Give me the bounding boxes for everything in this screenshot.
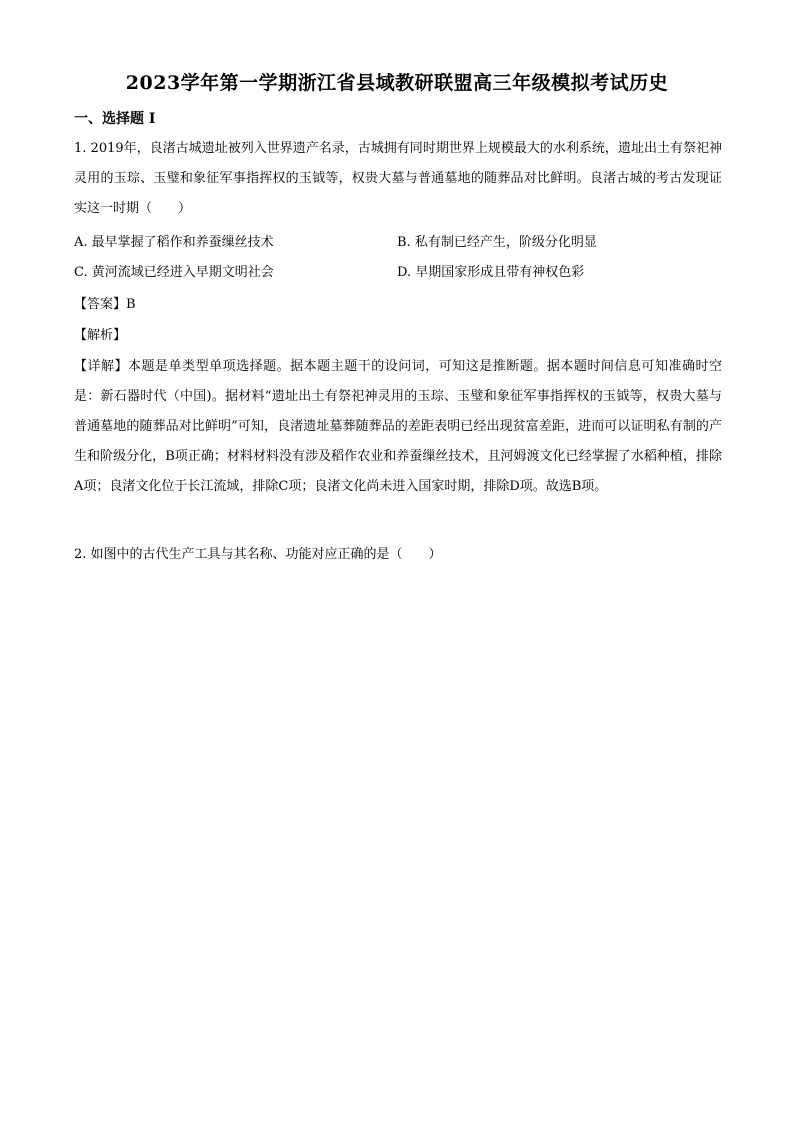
analysis-label: 【解析】 [74, 328, 127, 343]
question-2-stem: 2. 如图中的古代生产工具与其名称、功能对应正确的是（ ） [74, 547, 442, 562]
option-b: B. 私有制已经产生，阶级分化明显 [397, 235, 597, 250]
section-heading: 一、选择题 I [74, 111, 156, 127]
detail-explanation: 【详解】本题是单类型单项选择题。据本题主题干的设问词，可知这是推断题。据本题时间信息可知准确时空是：新石器时代（中国)。据材料“遗址出土有祭祀神灵用的玉琮、玉璧和象征军事指挥权的玉钺等，权贵大墓与普通墓地的随葬品对比鲜明”可知，良渚遗址墓葬随葬品的差距表明已经出现贫富差距，进而可以证明私有制的产生和阶级分化，B项正确；材料材料没有涉及稻作农业和养蚕缫丝技术，且河姆渡文化已经掌握了水稻种植，排除A项；良渚文化位于长江流域，排除C项；良渚文化尚未进入国家时期，排除D项。故选B项。 [74, 359, 722, 494]
answer-line: 【答案】B [74, 297, 136, 312]
page-title: 2023学年第一学期浙江省县域教研联盟高三年级模拟考试历史 [125, 72, 669, 94]
option-a: A. 最早掌握了稻作和养蚕缫丝技术 [74, 235, 274, 250]
option-c: C. 黄河流域已经进入早期文明社会 [74, 265, 274, 280]
option-d: D. 早期国家形成且带有神权色彩 [397, 265, 585, 280]
question-1-options-row-1 [74, 228, 722, 258]
question-1-stem: 1. 2019年，良渚古城遗址被列入世界遗产名录，古城拥有同时期世界上规模最大的水利系统，遗址出土有祭祀神灵用的玉琮、玉璧和象征军事指挥权的玉钺等，权贵大墓与普通墓地的随葬品对比鲜明。良渚古城的考古发现证实这一时期（ ） [74, 141, 722, 216]
question-1-options-row-2 [74, 258, 722, 288]
